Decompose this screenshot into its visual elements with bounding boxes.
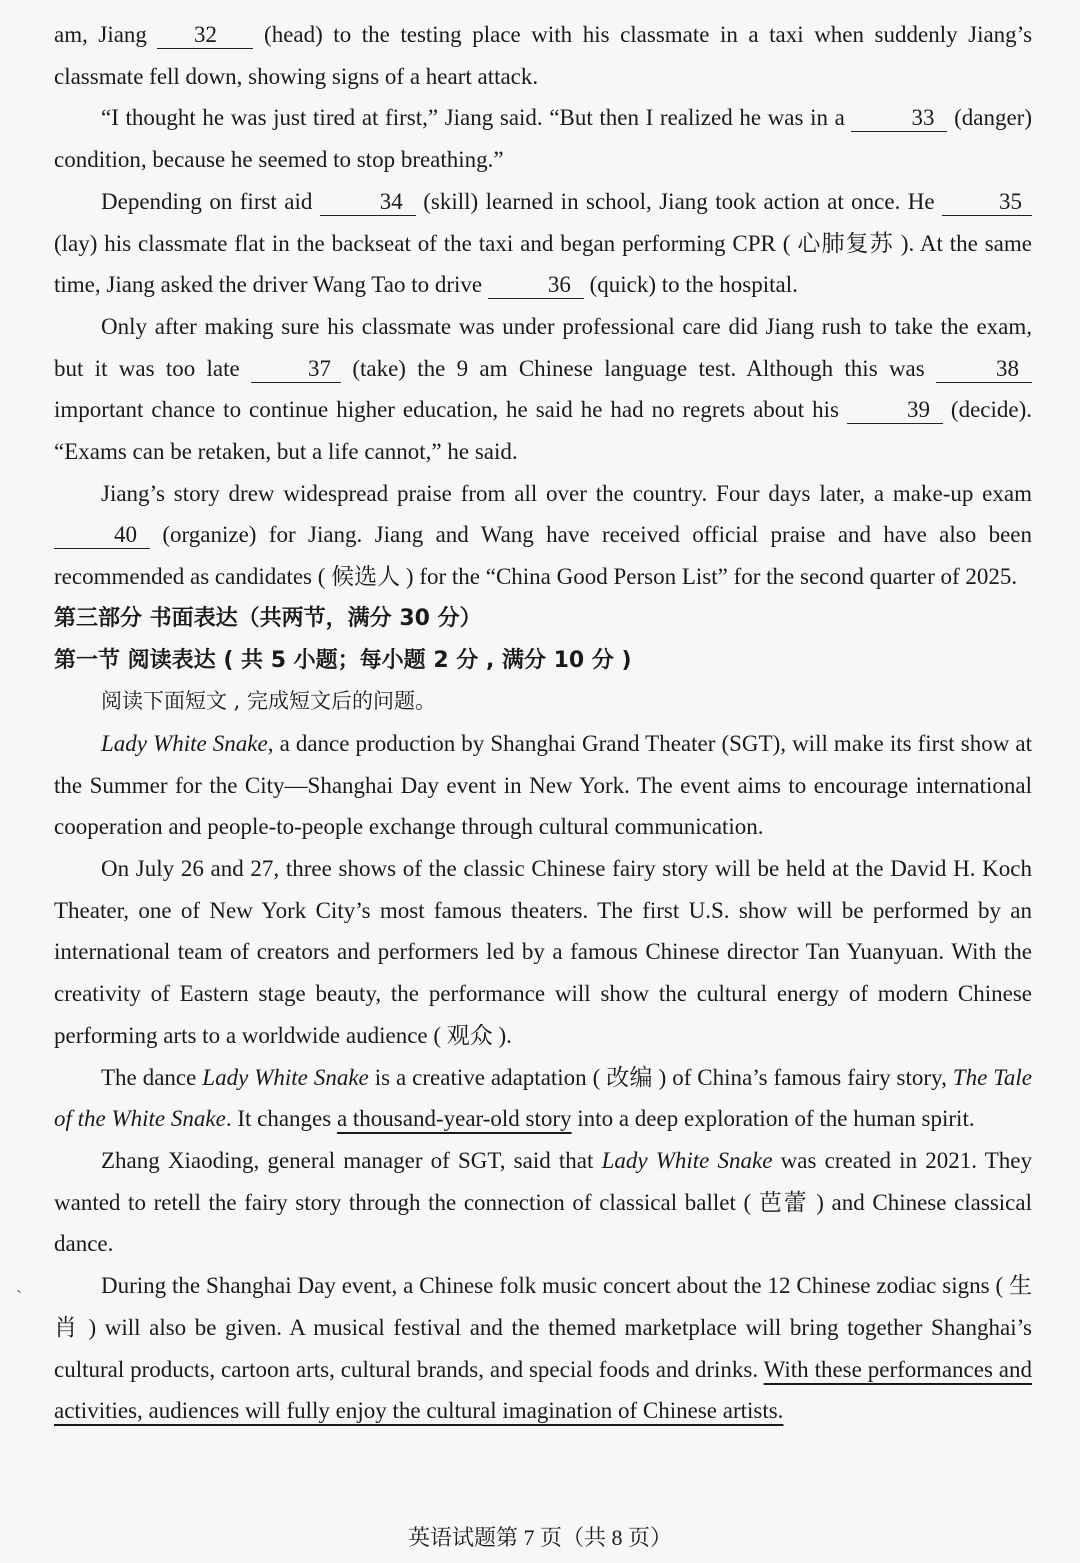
underlined-phrase: a thousand-year-old story <box>336 1106 572 1132</box>
text: (head) to the testing place with his classmate in a taxi when suddenly Jiang’s classmate fell down, showing signs of a heart attack. <box>54 22 1033 89</box>
text: , a dance production by Shanghai Grand Theater (SGT), will make its first show at the Summer for the City—Shanghai Day event in New York. The event aims to encourage international cooperation and people-to-people exchange through cultural communication. <box>54 730 1032 840</box>
reading-paragraph-1 <box>54 723 1032 848</box>
text: The dance <box>101 1064 197 1090</box>
work-title: Lady White Snake <box>101 730 268 756</box>
text: is a creative adaptation ( 改编 ) of China’s famous fairy story, <box>374 1064 947 1090</box>
text: Jiang’s story drew widespread praise from all over the country. Four days later, a make-up exam <box>101 480 1032 506</box>
blank-37[interactable]: 37 <box>251 356 341 383</box>
text: was created in 2021. They wanted to retell the fairy story through the connection of classical ballet ( 芭蕾 ) and Chinese classical dance. <box>54 1147 1033 1257</box>
text: Only after making sure his classmate was under professional care did Jiang rush to take the exam, but it was too late <box>54 313 1032 381</box>
margin-mark: ` <box>16 1287 22 1307</box>
page-footer: 英语试题第 7 页（共 8 页） <box>407 1525 672 1550</box>
text: Zhang Xiaoding, general manager of SGT, said that <box>101 1147 594 1173</box>
blank-33[interactable]: 33 <box>851 105 947 132</box>
section-one-heading: 第一节 阅读表达 ( 共 5 小题；每小题 2 分 , 满分 10 分 ) <box>54 647 632 673</box>
work-title: The Tale of the White Snake <box>54 1064 1033 1132</box>
text: Depending on first aid <box>101 188 313 214</box>
work-title: Lady White Snake <box>601 1147 773 1173</box>
text: (danger) condition, because he seemed to stop breathing.” <box>54 105 1033 173</box>
text: “I thought he was just tired at first,” Jiang said. “But then I realized he was in a <box>101 105 845 131</box>
text: During the Shanghai Day event, a Chinese folk music concert about the 12 Chinese zodiac signs ( 生肖 ) will also be given. A musical festival and the themed marketplace will bring together Shanghai’s cultural products, cartoon arts, cultural brands, and special foods and drinks. <box>54 1273 1032 1382</box>
text: important chance to continue higher education, he said he had no regrets about his <box>54 397 839 423</box>
reading-paragraph-2: On July 26 and 27, three shows of the classic Chinese fairy story will be held at the David H. Koch Theater, one of New York City’s most famous theaters. The first U.S. show will be performed by an international team of creators and performers led by a famous Chinese director Tan Yuanyuan. With the creativity of Eastern stage beauty, the performance will show the cultural energy of modern Chinese performing arts to a worldwide audience ( 观众 ). <box>54 856 1032 1048</box>
blank-35[interactable]: 35 <box>942 189 1032 216</box>
blank-32[interactable]: 32 <box>157 22 253 49</box>
blank-36[interactable]: 36 <box>488 272 584 299</box>
blank-38[interactable]: 38 <box>936 356 1032 383</box>
blank-34[interactable]: 34 <box>320 189 416 216</box>
blank-39[interactable]: 39 <box>847 397 943 424</box>
text: . It changes <box>225 1106 332 1132</box>
cloze-paragraph-2 <box>54 97 1032 180</box>
text: (take) the 9 am Chinese language test. Although this was <box>352 355 925 381</box>
part-three-heading: 第三部分 书面表达（共两节，满分 30 分） <box>54 605 482 631</box>
text: (decide). “Exams can be retaken, but a life cannot,” he said. <box>54 397 1032 465</box>
work-title: Lady White Snake <box>202 1064 369 1090</box>
reading-paragraph-3 <box>54 1057 1032 1140</box>
cloze-paragraph-4 <box>54 306 1032 473</box>
instruction: 阅读下面短文 , 完成短文后的问题。 <box>101 689 437 714</box>
cloze-paragraph-5 <box>54 473 1032 598</box>
text: (quick) to the hospital. <box>589 272 798 298</box>
text: (organize) for Jiang. Jiang and Wang have received official praise and have also been recommended as candidates ( 候选人 ) for the “China Good Person List” for the second quarter of 2025. <box>54 522 1033 590</box>
reading-paragraph-5 <box>54 1265 1032 1432</box>
text: into a deep exploration of the human spirit. <box>577 1106 975 1132</box>
exam-page <box>54 14 1032 1432</box>
text: am, Jiang <box>54 22 147 47</box>
text: (lay) his classmate flat in the backseat of the taxi and began performing CPR ( 心肺复苏 ). At the same time, Jiang asked the driver Wang Tao to drive <box>54 230 1032 298</box>
cloze-paragraph-3 <box>54 181 1032 306</box>
text: (skill) learned in school, Jiang took action at once. He <box>423 188 935 214</box>
blank-40[interactable]: 40 <box>54 522 150 549</box>
cloze-paragraph-1 <box>54 14 1032 97</box>
reading-paragraph-4 <box>54 1140 1032 1265</box>
underlined-sentence: With these performances and activities, audiences will fully enjoy the cultural imagination of Chinese artists. <box>54 1356 1033 1424</box>
